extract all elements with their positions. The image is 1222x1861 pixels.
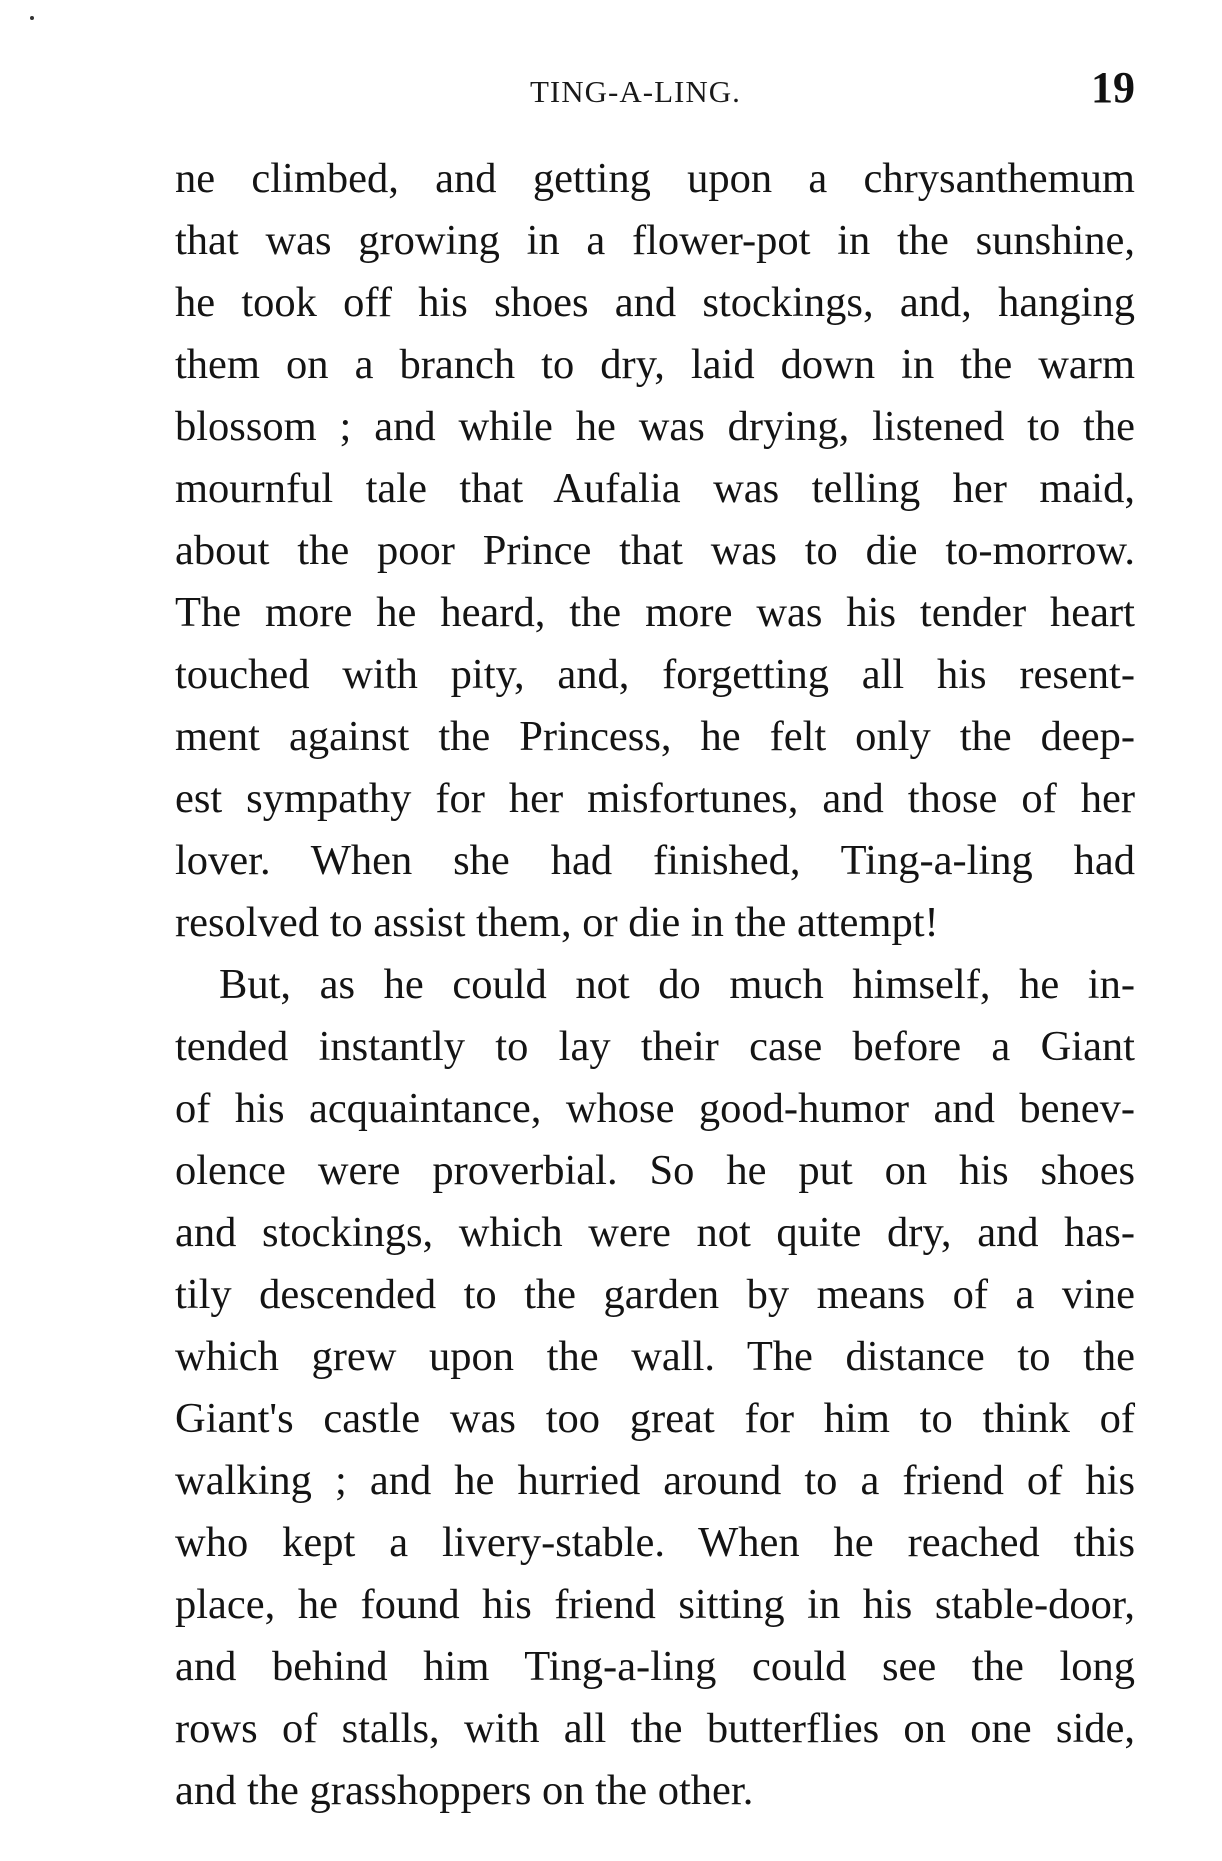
text-line: resolved to assist them, or die in the attempt! (175, 899, 939, 946)
text-line: But, as he could not do much himself, he in- (219, 961, 1135, 1008)
text-line: olence were proverbial. So he put on his shoes (175, 1147, 1135, 1194)
text-line: he took off his shoes and stockings, and, hanging (175, 279, 1135, 326)
text-line: The more he heard, the more was his tender heart (175, 589, 1135, 636)
text-line: and stockings, which were not quite dry, and has- (175, 1209, 1135, 1256)
text-line: blossom ; and while he was drying, listened to the (175, 403, 1135, 450)
text-line: them on a branch to dry, laid down in the warm (175, 341, 1135, 388)
text-line: est sympathy for her misfortunes, and those of her (175, 775, 1135, 822)
text-line: that was growing in a flower-pot in the sunshine, (175, 217, 1135, 264)
print-speck (30, 16, 34, 20)
text-line: walking ; and he hurried around to a friend of his (175, 1457, 1135, 1504)
page-header (175, 62, 1135, 112)
text-line: Giant's castle was too great for him to think of (175, 1395, 1135, 1442)
text-line: ment against the Princess, he felt only the deep- (175, 713, 1135, 760)
text-line: which grew upon the wall. The distance to the (175, 1333, 1135, 1380)
text-line: and the grasshoppers on the other. (175, 1767, 754, 1814)
text-line: and behind him Ting-a-ling could see the long (175, 1643, 1135, 1690)
running-title: TING-A-LING. (530, 74, 741, 109)
text-line: who kept a livery-stable. When he reached this (175, 1519, 1135, 1566)
text-line: place, he found his friend sitting in his stable-door, (175, 1581, 1135, 1628)
text-line: touched with pity, and, forgetting all his resent- (175, 651, 1135, 698)
page-number: 19 (1091, 63, 1135, 112)
text-line: tended instantly to lay their case before a Giant (175, 1023, 1135, 1070)
text-line: rows of stalls, with all the butterflies on one side, (175, 1705, 1135, 1752)
text-line: of his acquaintance, whose good-humor and benev- (175, 1085, 1135, 1132)
text-line: ne climbed, and getting upon a chrysanthemum (175, 155, 1135, 202)
text-line: tily descended to the garden by means of a vine (175, 1271, 1135, 1318)
paragraph-2 (175, 954, 1135, 1822)
text-line: about the poor Prince that was to die to-morrow. (175, 527, 1135, 574)
text-line: mournful tale that Aufalia was telling her maid, (175, 465, 1135, 512)
paragraph-1 (175, 148, 1135, 954)
body-text (175, 148, 1135, 1822)
text-line: lover. When she had finished, Ting-a-ling had (175, 837, 1135, 884)
